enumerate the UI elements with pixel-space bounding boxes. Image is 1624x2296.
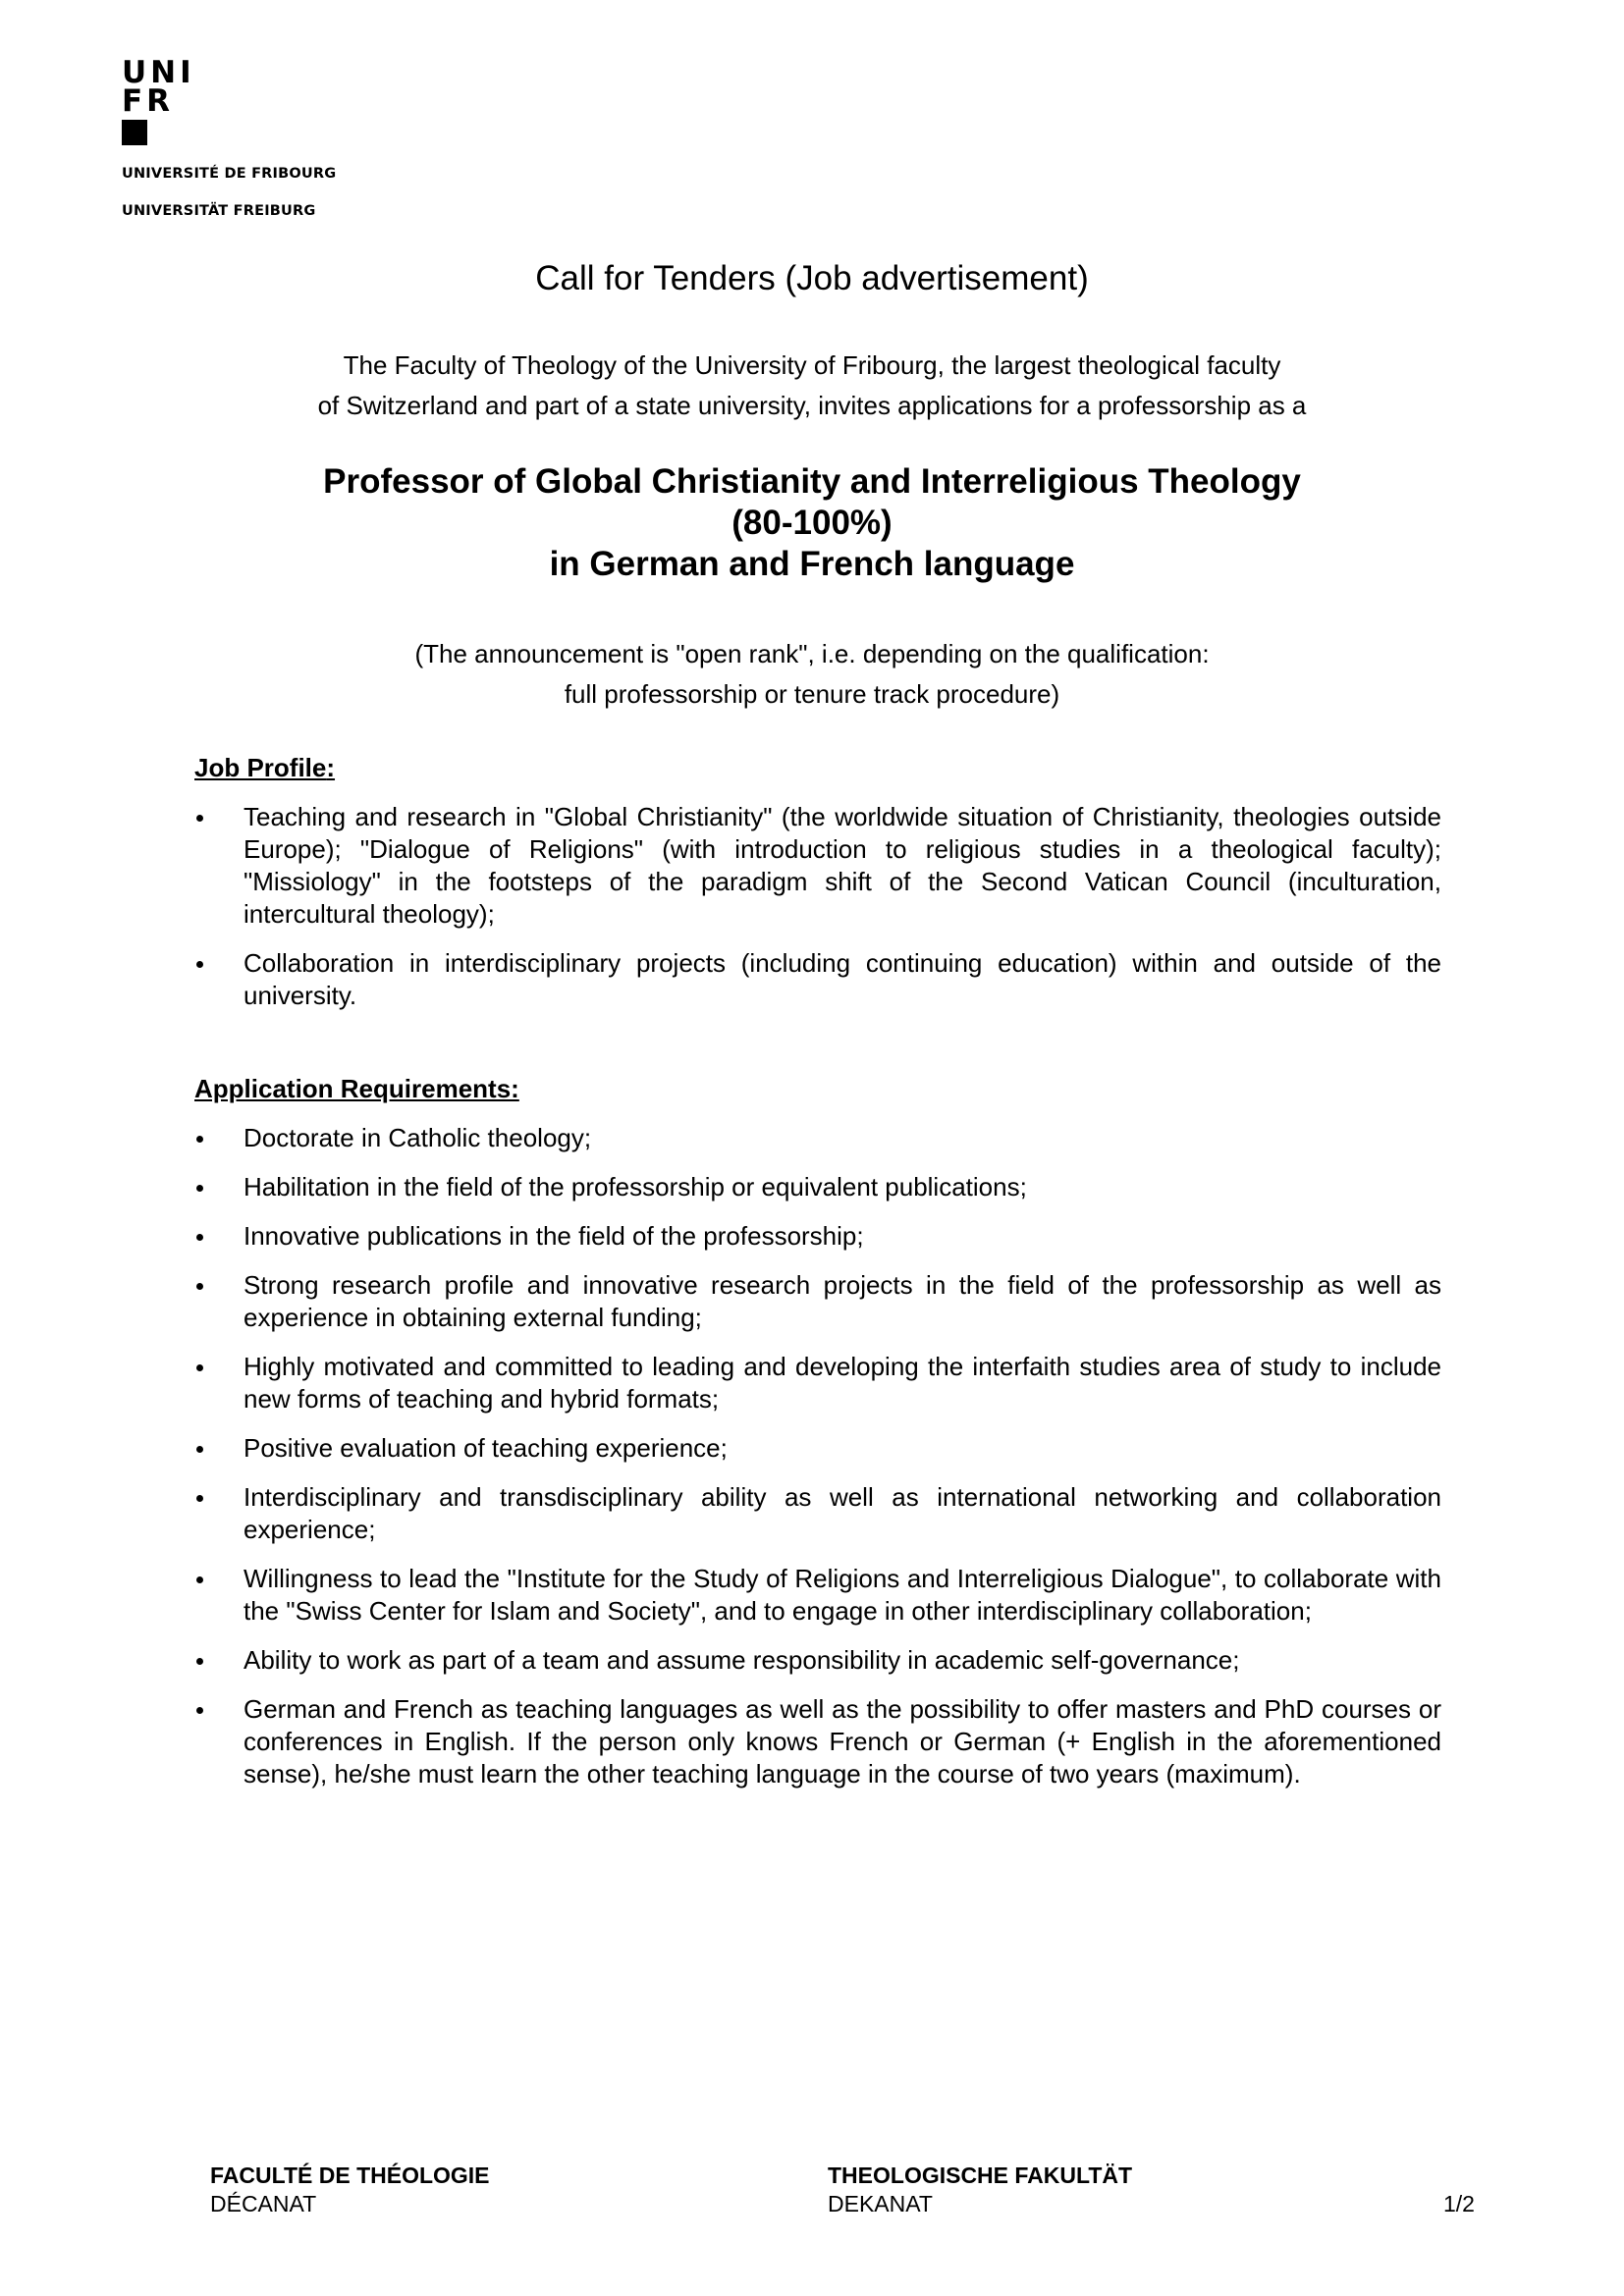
university-name-de: UNIVERSITÄT FREIBURG — [122, 203, 316, 219]
list-item: Teaching and research in "Global Christianity" (the worldwide situation of Christianity, theologies outside Europe); "Dialogue of Religions" (with introduction to religious studies in a theological faculty); "Missiology" in the footsteps of the paradigm shift of the Second Vatican Council (inculturation, intercultural theology); — [194, 801, 1441, 931]
page-number: 1/2 — [1443, 2191, 1475, 2216]
position-line: (80-100%) — [731, 504, 893, 542]
intro-text — [0, 346, 1624, 426]
logo-square-icon — [122, 120, 147, 145]
rank-note-line: (The announcement is "open rank", i.e. depending on the qualification: — [414, 639, 1210, 668]
list-item: Interdisciplinary and transdisciplinary ability as well as international networking and collaboration experience; — [194, 1481, 1441, 1546]
university-name-fr: UNIVERSITÉ DE FRIBOURG — [122, 166, 337, 182]
university-logo — [122, 55, 337, 220]
list-item: Ability to work as part of a team and assume responsibility in academic self-governance; — [194, 1644, 1441, 1677]
footer-office-de: DEKANAT — [828, 2191, 933, 2216]
footer-office-fr: DÉCANAT — [210, 2191, 317, 2216]
list-item: German and French as teaching languages as well as the possibility to offer masters and PhD courses or conferences in English. If the person only knows French or German (+ English in the aforementioned sense), he/she must learn the other teaching language in the course of two years (maximum). — [194, 1693, 1441, 1790]
rank-note-line: full professorship or tenure track procedure) — [564, 679, 1060, 709]
list-item: Highly motivated and committed to leading and developing the interfaith studies area of study to include new forms of teaching and hybrid formats; — [194, 1351, 1441, 1415]
document-title: Call for Tenders (Job advertisement) — [535, 259, 1089, 297]
footer-faculty-de: THEOLOGISCHE FAKULTÄT — [828, 2163, 1133, 2188]
intro-line: of Switzerland and part of a state university, invites applications for a professorship as a — [317, 391, 1307, 420]
list-item: Innovative publications in the field of the professorship; — [194, 1220, 1441, 1253]
logo-mark-line-2: FR — [122, 83, 175, 119]
intro-line: The Faculty of Theology of the University of Fribourg, the largest theological faculty — [343, 350, 1281, 380]
logo-mark-line-1: UNI — [122, 55, 195, 90]
list-item: Positive evaluation of teaching experience; — [194, 1432, 1441, 1465]
list-item: Willingness to lead the "Institute for the Study of Religions and Interreligious Dialogue", to collaborate with the "Swiss Center for Islam and Society", and to engage in other interdisciplinary collaboration; — [194, 1563, 1441, 1628]
requirements-list — [194, 1122, 1441, 1807]
list-item: Doctorate in Catholic theology; — [194, 1122, 1441, 1154]
job-profile-heading-text: Job Profile — [194, 753, 327, 782]
requirements-heading: Application Requirements: — [194, 1074, 519, 1103]
rank-note — [0, 634, 1624, 715]
position-line: in German and French language — [549, 545, 1075, 583]
footer-left — [210, 2162, 490, 2218]
footer-faculty-fr: FACULTÉ DE THÉOLOGIE — [210, 2163, 490, 2188]
position-title — [0, 461, 1624, 585]
footer-right — [828, 2162, 1132, 2218]
job-profile-heading — [194, 752, 335, 783]
list-item: Collaboration in interdisciplinary projects (including continuing education) within and outside of the university. — [194, 947, 1441, 1012]
list-item: Habilitation in the field of the professorship or equivalent publications; — [194, 1171, 1441, 1203]
job-profile-heading-colon: : — [326, 753, 336, 782]
position-line: Professor of Global Christianity and Interreligious Theology — [323, 462, 1301, 501]
list-item: Strong research profile and innovative research projects in the field of the professorship as well as experience in obtaining external funding; — [194, 1269, 1441, 1334]
job-profile-list — [194, 801, 1441, 1029]
